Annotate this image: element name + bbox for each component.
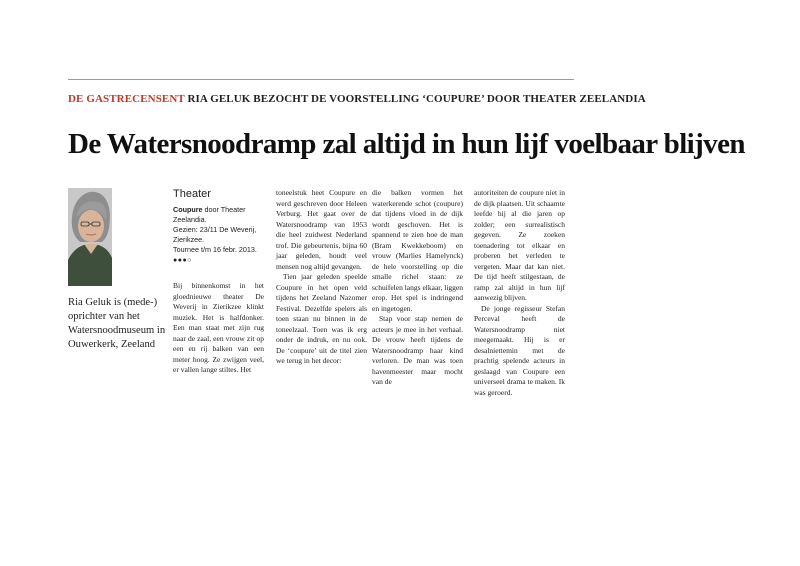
article-column-3	[372, 188, 463, 388]
photo-caption: Ria Geluk is (mede-) oprichter van het Watersnoodmuseum in Ouwerkerk, Zeeland	[68, 297, 166, 350]
article-column-4	[474, 188, 565, 398]
column-paragraph: autoriteiten de coupure niet in de dijk plaatsen. Uit schaamte leefde hij al die jaren op zolder; een surrealistisch gegeven. Ze zoeken toenadering tot elkaar en proberen het verleden te vergeten. Maar dat kan niet. De tijd heeft stilgestaan, de ramp zal altijd in hun lijf aanwezig blijven.	[474, 188, 565, 302]
section-label: Theater	[173, 188, 211, 200]
tour-info: Tournee t/m 16 febr. 2013.	[173, 245, 257, 254]
article-column-2	[276, 188, 367, 367]
column-paragraph: Tien jaar geleden speelde Coupure in het open veld tijdens het Zeeland Nazomer Festival. Dezelfde spelers als toen staan nu binnen in de toneelzaal. Toen was ik erg onder de indruk, en nu ook. De ‘coupure’ uit de titel zien we terug in het decor:	[276, 272, 367, 365]
article-column-1	[173, 188, 264, 376]
top-rule	[68, 79, 574, 80]
column-paragraph: die balken vormen het waterkerende schot (coupure) dat tijdens vloed in de dijk wordt geschoven. Het is spannend te zien hoe de man (Bram Kwekkeboom) en vrouw (Marlies Hamelynck) de hele voorstelling op die smalle richel staan: ze schuifelen langs elkaar, liggen erop. Het spel is indringend en ingetogen.	[372, 188, 463, 313]
portrait-image	[68, 188, 112, 286]
star-rating: ●●●○	[173, 257, 192, 264]
column-paragraph: Bij binnenkomst in het gloednieuwe theater De Weverij in Zierikzee klinkt muziek. Het is halfdonker. Een man staat met zijn rug naar de zaal, een vrouw zit op een en rij balken van een meter hoog. Ze zwijgen veel, er vallen lange stiltes. Het	[173, 281, 264, 374]
author-photo	[68, 188, 112, 286]
column-paragraph: toneelstuk heet Coupure en werd geschreven door Heleen Verburg. Het gaat over de Watersnoodramp van 1953 die heel zuidwest Nederland trof. Die gebeurtenis, bijna 60 jaar geleden, houdt veel mensen nog altijd gevangen.	[276, 188, 367, 271]
headline: De Watersnoodramp zal altijd in hun lijf voelbaar blijven	[68, 128, 745, 160]
production-company: door Theater Zeelandia.	[173, 205, 246, 224]
production-title: Coupure	[173, 205, 203, 214]
kicker-label: DE GASTRECENSENT	[68, 93, 185, 105]
kicker	[68, 93, 646, 105]
kicker-text: RIA GELUK BEZOCHT DE VOORSTELLING ‘COUPURE’ DOOR THEATER ZEELANDIA	[184, 93, 646, 105]
column-paragraph: Stap voor stap nemen de acteurs je mee in het verhaal. De vrouw heeft tijdens de Watersnoodramp haar kind verloren. De man was toen havenmeester maar mocht van de	[372, 314, 463, 386]
column-paragraph: De jonge regisseur Stefan Perceval heeft de Watersnoodramp niet meegemaakt. Hij is er desalniettemin met de prachtig spelende acteurs in geslaagd van Coupure een universeel drama te maken. Ik was geroerd.	[474, 303, 565, 397]
seen-info: Gezien: 23/11 De Weverij, Zierikzee.	[173, 225, 257, 244]
review-info	[173, 205, 264, 255]
